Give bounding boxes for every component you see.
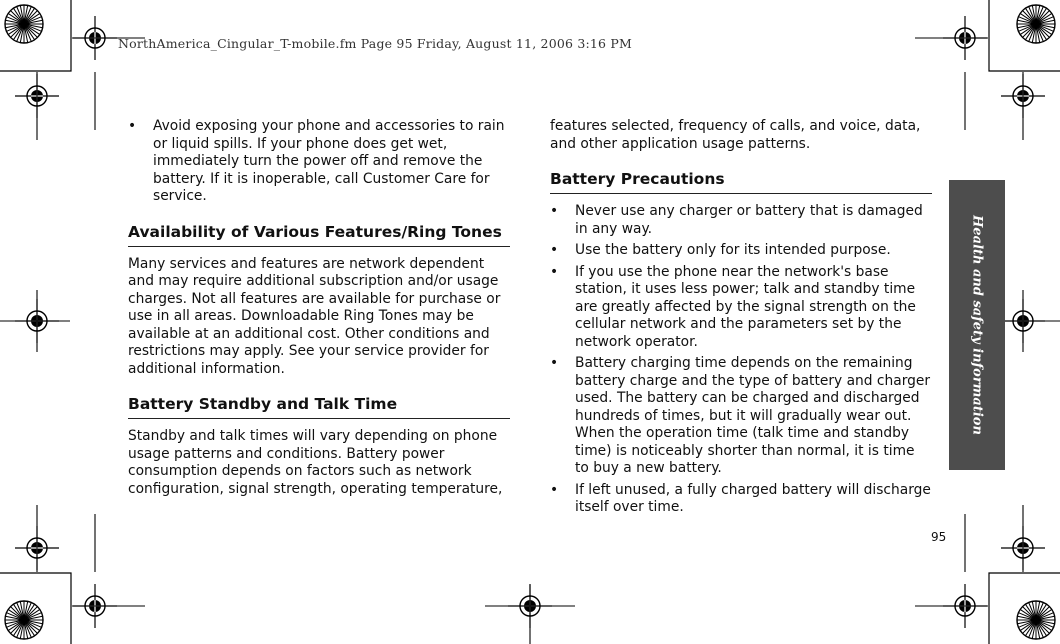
- precautions-bullet-list: [550, 203, 932, 517]
- section-body-standby: Standby and talk times will vary depending on phone usage patterns and conditions. Battery power consumption depends on factors such as network configuration, signal strength, operating temperature,: [128, 428, 503, 497]
- chapter-tab-label: Health and safety information: [969, 215, 985, 435]
- file-info-header: NorthAmerica_Cingular_T-mobile.fm Page 95 Friday, August 11, 2006 3:16 PM: [118, 36, 632, 51]
- section-heading-standby: Battery Standby and Talk Time: [128, 396, 510, 419]
- chapter-side-tab: [949, 180, 1005, 470]
- list-item: • If you use the phone near the network's base station, it uses less power; talk and standby time are greatly affected by the signal strength on the cellular network and the parameters set by the network operator.: [550, 264, 932, 352]
- section-heading-features: Availability of Various Features/Ring Tones: [128, 224, 510, 247]
- right-column: [550, 118, 932, 521]
- list-item: • Never use any charger or battery that is damaged in any way.: [550, 203, 932, 238]
- page-number: 95: [931, 530, 947, 544]
- section-heading-battery-precautions: Battery Precautions: [550, 171, 932, 194]
- continuation-paragraph: features selected, frequency of calls, and voice, data, and other application usage patterns.: [550, 118, 921, 152]
- list-item: • If left unused, a fully charged battery will discharge itself over time.: [550, 482, 932, 517]
- list-item: • Avoid exposing your phone and accessories to rain or liquid spills. If your phone does get wet, immediately turn the power off and remove the battery. If it is inoperable, call Customer Care for service.: [128, 118, 510, 206]
- left-column: [128, 118, 510, 498]
- list-item: • Battery charging time depends on the remaining battery charge and the type of battery and charger used. The battery can be charged and discharged hundreds of times, but it will gradually wear out. When the operation time (talk time and standby time) is noticeably shorter than normal, it is time to buy a new battery.: [550, 355, 932, 478]
- section-body-features: Many services and features are network dependent and may require additional subscription and/or usage charges. Not all features are available for purchase or use in all areas. Downloadable Ring Tones may be available at an additional cost. Other conditions and restrictions may apply. See your service provider for additional information.: [128, 255, 501, 377]
- intro-bullet-list: [128, 118, 510, 206]
- list-item: • Use the battery only for its intended purpose.: [550, 242, 932, 260]
